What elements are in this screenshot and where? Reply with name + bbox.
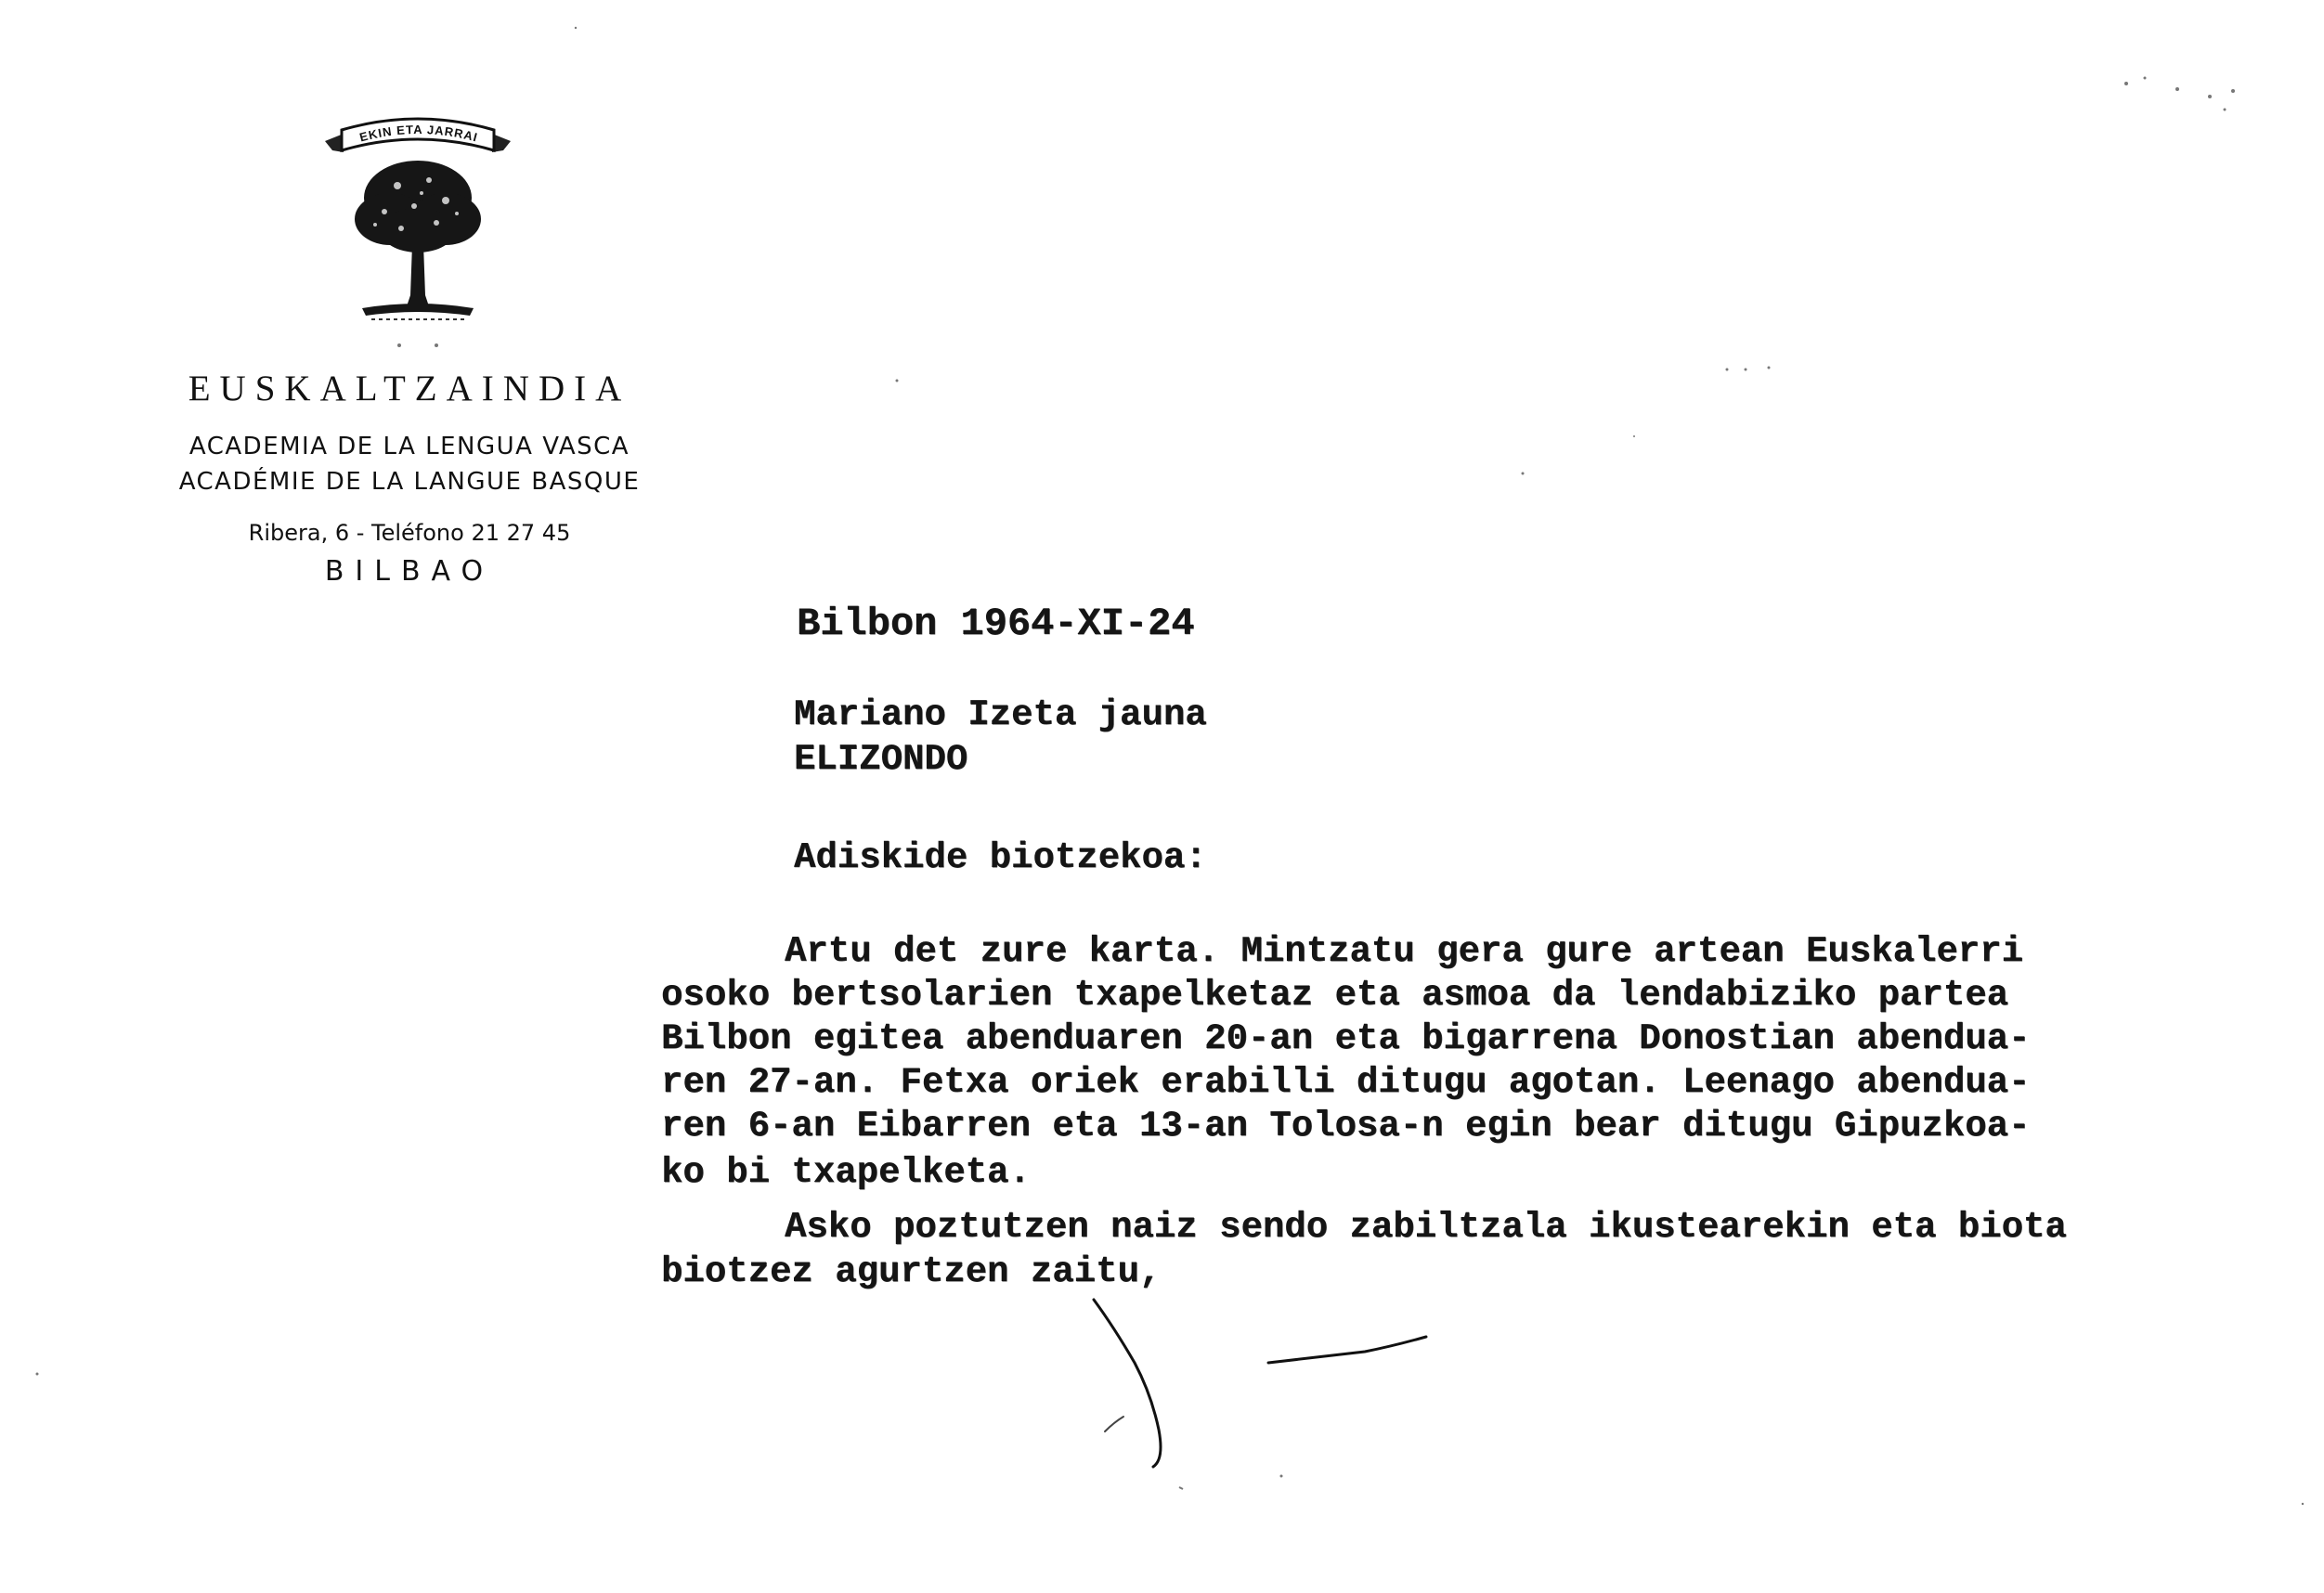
org-subtitle-french: ACADÉMIE DE LA LANGUE BASQUE — [178, 468, 641, 496]
body-line: Artu det zure karta. Mintzatu gera gure artean Euskalerri — [785, 931, 2024, 972]
org-subtitle-spanish: ACADEMIA DE LA LENGUA VASCA — [188, 433, 630, 460]
body-line: ko bi txapelketa. — [661, 1152, 1031, 1193]
body-line: osoko bertsolarien txapelketaz eta asmoa da lendabiziko partea — [661, 975, 2009, 1016]
body-line: ren 6-an Eibarren eta 13-an Tolosa-n egin bear ditugu Gipuzkoa- — [661, 1106, 2031, 1146]
body-line: ren 27-an. Fetxa oriek erabilli ditugu agotan. Leenago abendua- — [661, 1062, 2031, 1103]
salutation: Adiskide biotzekoa: — [794, 837, 1207, 878]
letter-date: Bilbon 1964-XI-24 — [797, 602, 1195, 646]
tree-with-banner-icon — [306, 110, 529, 332]
org-address: Ribera, 6 - Teléfono 21 27 45 — [248, 520, 571, 546]
org-city: BILBAO — [324, 555, 495, 588]
banner-motto: EKIN ETA JARRAI — [357, 122, 480, 145]
recipient-city: ELIZONDO — [794, 739, 968, 780]
handwritten-signature — [1086, 1290, 1458, 1504]
org-name: EUSKALTZAINDIA — [188, 369, 631, 408]
body-line: Asko poztutzen naiz sendo zabiltzala ikustearekin eta biota — [785, 1207, 2067, 1248]
recipient-name: Mariano Izeta jauna — [794, 694, 1207, 735]
body-line: Bilbon egitea abenduaren 20-an eta bigarrena Donostian abendua- — [661, 1018, 2031, 1059]
body-line: biotzez agurtzen zaitu, — [661, 1251, 1162, 1292]
